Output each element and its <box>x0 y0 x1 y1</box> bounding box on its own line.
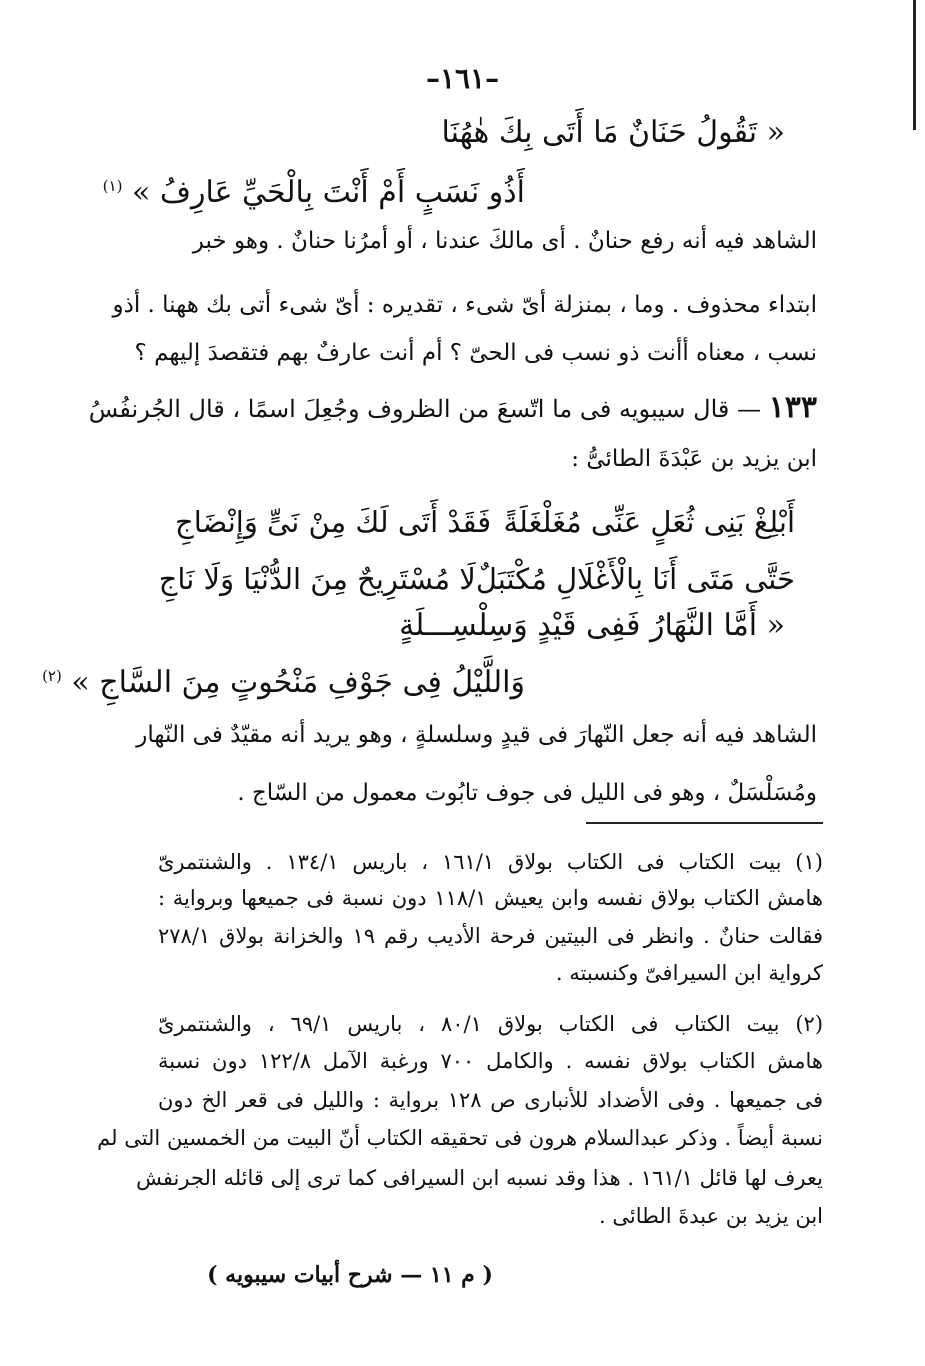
opening-verse-second-half-text: أَذُو نَسَبٍ أَمْ أَنْتَ بِالْحَيِّ عَارِفُ » <box>131 175 525 210</box>
footnote-2-line-4: نسبة أيضاً . وذكر عبدالسلام هرون فى تحقيقه الكتاب أنّ البيت من الخمسين التى لم <box>97 1126 823 1150</box>
section-number: ١٣٣ <box>768 390 817 425</box>
commentary-1-line-2: ابتداء محذوف . وما ، بمنزلة أىّ شىء ، تقديره : أىّ شىء أتى بك ههنا . أذو <box>112 292 817 318</box>
section-heading-text: — قال سيبويه فى ما اتّسعَ من الظروف وجُعِلَ اسمًا ، قال الجُرنفُسُ <box>88 395 762 423</box>
footnote-2-line-2: هامش الكتاب بولاق نفسه . والكامل ٧٠٠ ورغبة الآمل ١٢٢/٨ دون نسبة <box>158 1049 823 1073</box>
footnote-2-line-5: يعرف لها قائل ١٦١/١ . هذا وقد نسبه ابن السيرافى كما ترى إلى قائله الجرنفش <box>136 1166 823 1190</box>
page-footer: ( م ١١ — شرح أبيات سيبويه ) <box>207 1262 493 1288</box>
poem-verse-1 <box>175 505 795 539</box>
cited-verse-second-half-text: وَاللَّيْلُ فِى جَوْفِ مَنْحُوتٍ مِنَ السَّاجِ » <box>71 665 525 700</box>
footnote-2-line-1: (٢) بيت الكتاب فى الكتاب بولاق ٨٠/١ ، باريس ٦٩/١ ، والشنتمرىّ <box>158 1012 824 1036</box>
footnote-marker-1: (١) <box>102 177 123 195</box>
section-heading-line-2: ابن يزيد بن عَبْدَةَ الطائىُّ : <box>571 446 817 472</box>
footnote-marker-2: (٢) <box>42 667 62 685</box>
section-heading <box>89 390 817 425</box>
commentary-1-line-3: نسب ، معناه أأنت ذو نسب فى الحىّ ؟ أم أنت عارفٌ بهم فتقصدَ إليهم ؟ <box>134 340 817 366</box>
poem-verse-2-second-half: لَا مُسْتَرِيحٌ مِنَ الدُّنْيَا وَلَا نَاجِ <box>158 562 476 596</box>
page-number: –١٦١– <box>425 62 500 95</box>
footnote-2-line-6: ابن يزيد بن عبدةَ الطائى . <box>599 1204 823 1228</box>
footnote-1-line-3: فقالت حنانٌ . وانظر فى البيتين فرحة الأديب رقم ١٩ والخزانة بولاق ٢٧٨/١ <box>158 924 823 948</box>
footnote-2-line-3: فى جميعها . وفى الأضداد للأنبارى ص ١٢٨ برواية : والليل فى قعر الخ دون <box>158 1088 823 1112</box>
footnote-1-line-4: كرواية ابن السيرافىّ وكنسبته . <box>555 961 823 985</box>
poem-verse-2-first-half: حَتَّى مَتَى أَنَا بِالْأَغْلَالِ مُكْتَبَلٌ <box>475 562 795 596</box>
cited-verse-first-half: « أَمَّا النَّهَارُ فَفِى قَيْدٍ وَسِلْسِـــلَةٍ <box>399 608 785 643</box>
cited-verse-second-half <box>42 665 525 700</box>
footnote-1-line-2: هامش الكتاب بولاق نفسه وابن يعيش ١١٨/١ دون نسبة فى جميعها وبرواية : <box>158 886 824 910</box>
opening-verse-first-half: « تَقُولُ حَنَانٌ مَا أَتَى بِكَ هٰهُنَا <box>441 115 785 150</box>
commentary-2-line-2: ومُسَلْسَلٌ ، وهو فى الليل فى جوف تابُوت معمول من السّاج . <box>237 780 817 806</box>
opening-verse-second-half <box>103 175 525 210</box>
poem-verse-1-first-half: أَبْلِغْ بَنِى ثُعَلٍ عَنِّى مُغَلْغَلَةً <box>503 505 795 539</box>
commentary-1-line-1: الشاهد فيه أنه رفع حنانٌ . أى مالكَ عندنا ، أو أمرُنا حنانٌ . وهو خبر <box>192 228 817 254</box>
poem-verse-1-second-half: فَقَدْ أَتَى لَكَ مِنْ نَىٍّ وَإِنْضَاجِ <box>175 505 492 539</box>
poem-verse-2 <box>158 562 795 596</box>
footnote-divider <box>586 822 823 824</box>
footnote-1-line-1: (١) بيت الكتاب فى الكتاب بولاق ١٦١/١ ، باريس ١٣٤/١ . والشنتمرىّ <box>158 850 823 874</box>
commentary-2-line-1: الشاهد فيه أنه جعل النّهارَ فى قيدٍ وسلسلةٍ ، وهو يريد أنه مقيّدٌ فى النّهار <box>136 722 817 748</box>
